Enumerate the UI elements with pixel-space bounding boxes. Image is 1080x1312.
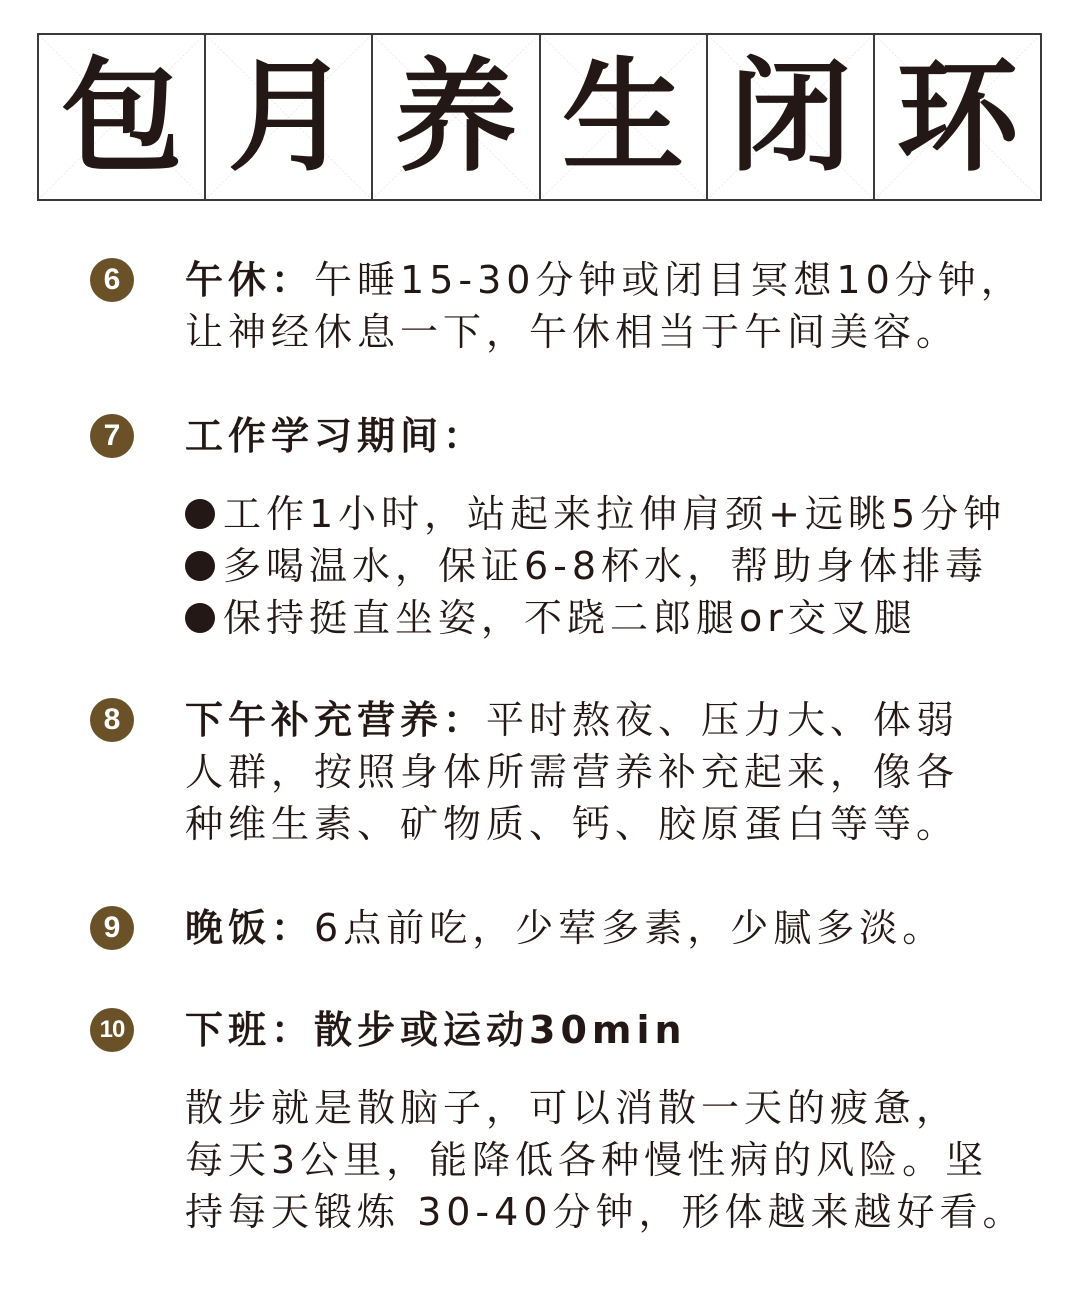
title-cell [39, 35, 206, 199]
section-heading: 下午补充营养： [185, 698, 487, 742]
title-cell [206, 35, 373, 199]
section-text: 人群，按照身体所需营养补充起来，像各 [185, 750, 960, 794]
section-body [185, 254, 1024, 358]
section-body [185, 902, 1005, 954]
list-item-text: 保持挺直坐姿，不跷二郎腿or交叉腿 [223, 596, 917, 640]
section-body [185, 410, 1005, 462]
list-item-text: 多喝温水，保证6-8杯水，帮助身体排毒 [223, 544, 989, 588]
title-char: 包 [60, 46, 183, 188]
section-heading: 工作学习期间： [185, 414, 487, 458]
section-number-badge: 8 [90, 698, 134, 742]
section-text: 6点前吃，少荤多素，少腻多淡。 [314, 906, 946, 950]
section-body [185, 1004, 1005, 1056]
title-cell [875, 35, 1040, 199]
section-line [185, 254, 1024, 306]
section-text: 让神经休息一下，午休相当于午间美容。 [185, 310, 960, 354]
bullet-dot-icon [185, 551, 215, 581]
list-item [185, 592, 1005, 644]
section-number-badge: 9 [90, 906, 134, 950]
section-paragraph [185, 1082, 1026, 1238]
title-cell [373, 35, 540, 199]
section-text: 散步就是散脑子，可以消散一天的疲惫， [185, 1086, 960, 1130]
title-char: 环 [896, 46, 1019, 188]
title-char: 生 [562, 46, 685, 188]
section-number-badge: 6 [90, 258, 134, 302]
section-subheading: 散步或运动30min [314, 1008, 687, 1052]
title-cell [541, 35, 708, 199]
section-text: 每天3公里，能降低各种慢性病的风险。坚 [185, 1138, 989, 1182]
section-heading: 晚饭： [185, 906, 315, 950]
section-text: 种维生素、矿物质、钙、胶原蛋白等等。 [185, 802, 960, 846]
section-heading: 下班： [185, 1008, 315, 1052]
section-number-badge: 7 [90, 414, 134, 458]
bullet-list [185, 488, 1005, 644]
section-body [185, 694, 1005, 850]
list-item-text: 工作1小时，站起来拉伸肩颈+远眺5分钟 [223, 492, 1007, 536]
title-char: 养 [394, 46, 517, 188]
list-item [185, 540, 1005, 592]
section-text: 平时熬夜、压力大、体弱 [486, 698, 960, 742]
title-char: 月 [227, 46, 350, 188]
section-heading: 午休： [185, 258, 315, 302]
section-text: 午睡15-30分钟或闭目冥想10分钟， [314, 258, 1024, 302]
title-cell [708, 35, 875, 199]
bullet-dot-icon [185, 603, 215, 633]
list-item [185, 488, 1005, 540]
section-text: 持每天锻炼 30-40分钟，形体越来越好看。 [185, 1190, 1026, 1234]
section-line [185, 902, 1005, 954]
section-line [185, 694, 1005, 746]
section-number-badge: 10 [90, 1008, 134, 1052]
bullet-dot-icon [185, 499, 215, 529]
title-char: 闭 [729, 46, 852, 188]
section-line [185, 1004, 1005, 1056]
title-banner [37, 33, 1042, 201]
